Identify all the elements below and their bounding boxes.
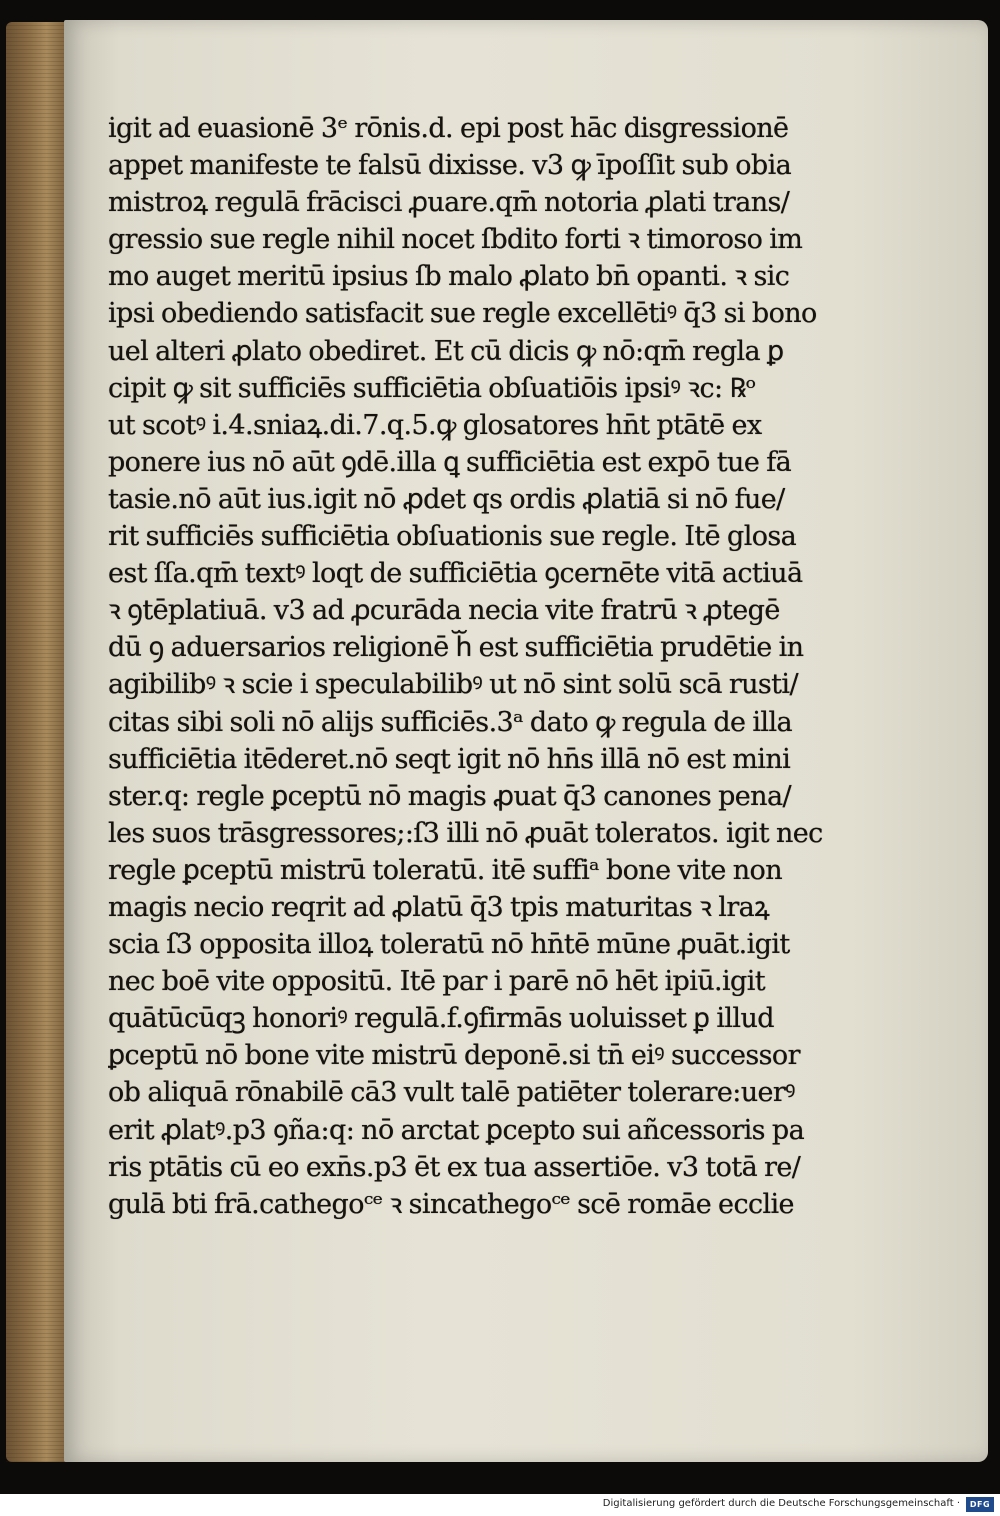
text-line: scia ſ3 opposita illoꝝ toleratū nō hn̄tē mūne ꝓuāt.igit [108, 929, 790, 961]
text-line: rit sufficiēs sufficiētia obſuationis sue regle. Itē glosa [108, 521, 797, 553]
text-line: ob aliquā rōnabilē cā3 vult talē patiēter tolerare:uerꝰ [108, 1077, 795, 1109]
text-line: ꝛ ꝯtēplatiuā. v3 ad ꝓcurāda necia vite fratrū ꝛ ꝓtegē [108, 595, 780, 627]
text-line: quātūcūqꝫ honoriꝰ regulā.f.ꝯfirmās uoluisset ꝑ illud [108, 1003, 774, 1035]
text-line: nec boē vite oppositū. Itē par i parē nō hēt ipiū.igit [108, 966, 766, 998]
text-line: cipit ꝙ sit sufficiēs sufficiētia obſuatiōis ipsiꝰ ꝛc: ℞ᵒ [108, 372, 756, 404]
text-line: les suos trāsgressores;:ſ3 illi nō ꝓuāt toleratos. igit nec [108, 817, 823, 849]
dfg-logo: DFG [966, 1497, 994, 1512]
text-line: mo auget meritū ipsius ſb malo ꝓlato bn̄ opanti. ꝛ sic [108, 261, 790, 293]
text-line: ris ptātis cū eo exn̄s.p3 ēt ex tua assertiōe. v3 totā re/ [108, 1151, 801, 1183]
text-line: mistroꝝ regulā frācisci ꝓuare.qm̄ notoria ꝓlati trans/ [108, 187, 790, 219]
faint-running-head [224, 64, 564, 90]
text-line: est ſſa.qm̄ textꝰ loqt de sufficiētia ꝯcernēte vitā actiuā [108, 558, 803, 590]
text-line: dū ꝯ aduersarios religionē hᷓ est sufficiētia prudētie in [108, 632, 804, 664]
text-line: ut scotꝰ i.4.sniaꝝ.di.7.q.5.ꝙ glosatores hn̄t ptātē ex [108, 409, 762, 441]
text-line: gressio sue regle nihil nocet ſbdito forti ꝛ timoroso im [108, 224, 803, 256]
footer-credit: Digitalisierung gefördert durch die Deutsche Forschungsgemeinschaft · [602, 1498, 960, 1509]
text-line: appet manifeste te falsū dixisse. v3 ꝙ īpoſſit sub obia [108, 150, 792, 182]
text-line: uel alteri ꝓlato obediret. Et cū dicis ꝙ nō:qm̄ regla ꝑ [108, 335, 784, 367]
text-line: gulā bti frā.cathegoᶜᵉ ꝛ sincathegoᶜᵉ scē romāe ecclie [108, 1188, 794, 1220]
text-line: ipsi obediendo satisfacit sue regle excellētiꝰ q̄3 si bono [108, 298, 817, 330]
text-line: tasie.nō aūt ius.igit nō ꝓdet qs ordis ꝓlatiā si nō fue/ [108, 483, 785, 515]
footer-bar [0, 1494, 1000, 1516]
text-line: igit ad euasionē 3ᵉ rōnis.d. epi post hāc disgressionē [108, 113, 789, 144]
text-line: citas sibi soli nō alijs sufficiēs.3ᵃ dato ꝙ regula de illa [108, 706, 792, 738]
text-line: ster.q: regle ꝑceptū nō magis ꝓuat q̄3 canones pena/ [108, 780, 791, 812]
text-line: erit ꝓlatꝰ.p3 ꝯña:q: nō arctat ꝑcepto sui añcessoris pa [108, 1114, 805, 1146]
book-edge [6, 22, 68, 1462]
text-line: sufficiētia itēderet.nō seqt igit nō hn̄s illā nō est mini [108, 743, 791, 775]
text-block [108, 110, 908, 1223]
text-line: agibilibꝰ ꝛ scie i speculabilibꝰ ut nō sint solū scā rusti/ [108, 669, 798, 701]
text-line: ponere ius nō aūt ꝯdē.illa ꝗ sufficiētia est expō tue fā [108, 446, 792, 478]
text-line: magis necio reqrit ad ꝓlatū q̄3 tpis maturitas ꝛ lraꝝ [108, 891, 770, 923]
text-line: ꝑceptū nō bone vite mistrū deponē.si tn̄ eiꝰ successor [108, 1040, 800, 1072]
text-line: regle ꝑceptū mistrū toleratū. itē suffiᵃ bone vite non [108, 854, 782, 886]
